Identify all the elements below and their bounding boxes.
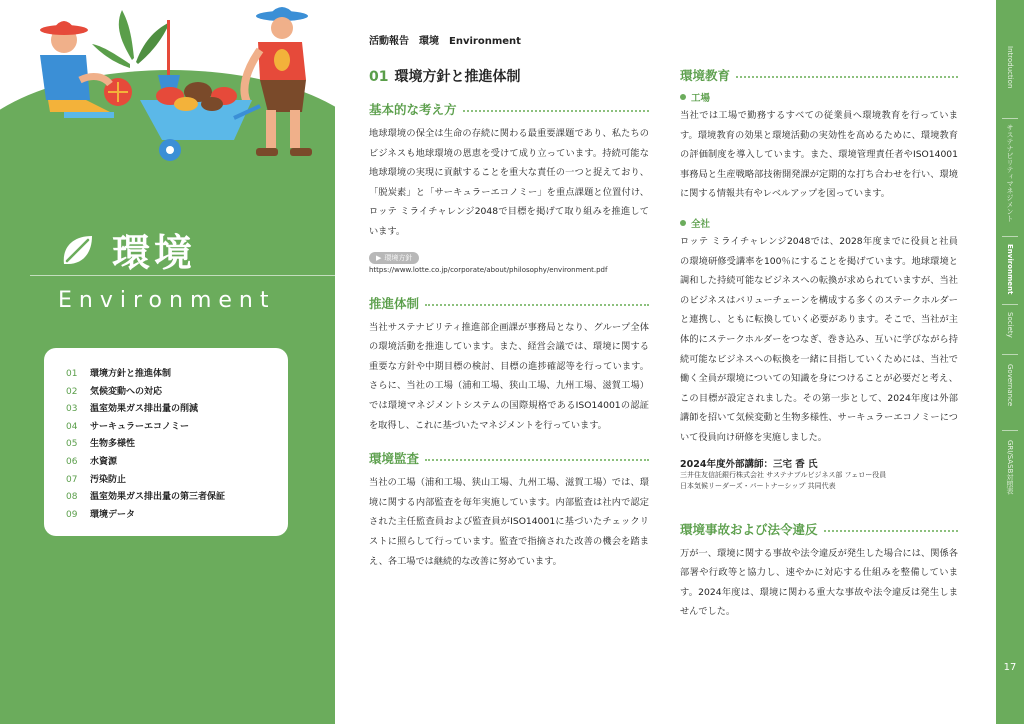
toc-item[interactable] <box>66 436 270 454</box>
system-heading <box>369 294 649 312</box>
dotted-rule <box>425 459 649 461</box>
leaf-icon <box>58 230 98 270</box>
table-of-contents <box>44 348 288 536</box>
side-tab-gri-sasb[interactable] <box>996 440 1024 494</box>
side-tab-label: Environment <box>1006 244 1014 295</box>
hero-title-en: Environment <box>58 288 276 313</box>
toc-item-number: 04 <box>66 421 78 432</box>
side-tab-introduction[interactable] <box>996 46 1024 88</box>
side-divider <box>1002 430 1018 431</box>
toc-item-label: 温室効果ガス排出量の第三者保証 <box>90 492 226 503</box>
basic-heading-text: 基本的な考え方 <box>369 102 457 117</box>
company-subheading <box>680 216 958 230</box>
factory-body: 当社では工場で勤務するすべての従業員へ環境教育を行っています。環境教育の効果と環境活動の実効性を高めるために、環境教育の評価制度を導入しています。また、環境管理責任者やISO14001事務局と生産戦略部技術開発課が定期的な打ち合わせを行い、環境に関する情報共有やレベルアップを図っています。 <box>680 110 958 200</box>
toc-item-label: サーキュラーエコノミー <box>90 421 190 432</box>
toc-item[interactable] <box>66 401 270 419</box>
system-heading-text: 推進体制 <box>369 295 420 311</box>
incident-heading-text: 環境事故および法令違反 <box>680 521 818 537</box>
side-tab-sustainability-management[interactable] <box>996 124 1024 222</box>
education-heading <box>680 66 958 84</box>
company-body: ロッテ ミライチャレンジ2048では、2028年度までに役員と社員の環境研修受講率を100％にすることを掲げています。地球環境と調和した持続可能なビジネスへの転換が求められていますが、当社のビジネスはバリューチェーンを構成する多くのステークホルダーと連携し、ともに転換していく必要があります。そこで、当社が主体的にステークホルダーをつなぎ、巻き込み、互いに学びながら持続可能なビジネスへの転換を一緒に目指していくためには、当社で働く全員が環境についての知識を身につけることが必要だと考え、この目標が設定されました。その第一歩として、2024年度は外部講師を招いて気候変動と生物多様性、サーキュラーエコノミーについて役員向け研修を実施しました。 <box>680 235 958 443</box>
bullet-dot-icon <box>680 94 686 100</box>
dotted-rule <box>736 76 958 78</box>
side-tab-label: Society <box>1006 312 1014 338</box>
toc-item-label: 環境データ <box>90 509 136 520</box>
section-tab-strip <box>996 0 1024 724</box>
section-number: 01 <box>369 69 389 85</box>
basic-heading <box>369 100 649 118</box>
side-tab-label: Governance <box>1006 364 1014 407</box>
toc-item-number: 08 <box>66 492 78 503</box>
side-divider <box>1002 118 1018 119</box>
toc-item-number: 05 <box>66 439 78 450</box>
toc-item-label: 生物多様性 <box>90 439 136 450</box>
incident-heading <box>680 520 958 538</box>
side-tab-label: GRI/SASB対照表 <box>1006 440 1014 495</box>
policy-url[interactable]: https://www.lotte.co.jp/corporate/about/philosophy/environment.pdf <box>369 265 608 274</box>
toc-item[interactable] <box>66 507 270 525</box>
gardening-illustration <box>20 0 320 170</box>
audit-heading <box>369 449 649 467</box>
toc-item[interactable] <box>66 366 270 384</box>
education-heading-text: 環境教育 <box>680 68 731 83</box>
company-subheading-text: 全社 <box>691 218 711 230</box>
lecturer-name: 2024年度外部講師：三宅 香 氏 <box>680 458 818 470</box>
toc-item[interactable] <box>66 384 270 402</box>
side-tab-society[interactable] <box>996 312 1024 338</box>
side-tab-environment[interactable] <box>996 244 1024 294</box>
hero-panel <box>0 0 335 724</box>
main-column-right <box>680 66 958 622</box>
audit-body: 当社の工場（浦和工場、狭山工場、九州工場、滋賀工場）では、環境に関する内部監査を毎年実施しています。内部監査は社内で認定された主任監査員および監査員がISO14001に基づいたチェックリストに照らして行っています。監査で指摘された改善の機会を踏まえ、各工場では継続的な改善に努めています。 <box>369 477 649 567</box>
side-tab-label: Introduction <box>1006 46 1014 89</box>
main-column-left <box>369 66 649 571</box>
toc-item-label: 汚染防止 <box>90 474 127 485</box>
toc-item-number: 01 <box>66 369 78 379</box>
policy-link-button[interactable] <box>369 252 419 264</box>
lecturer-affiliation: 三井住友信託銀行株式会社 サステナブルビジネス部 フェロー役員 <box>680 470 887 479</box>
section-title <box>369 66 649 86</box>
side-divider <box>1002 236 1018 237</box>
basic-body: 地球環境の保全は生命の存続に関わる最重要課題であり、私たちのビジネスも地球環境の恩恵を受けて成り立っています。持続可能な地球環境の実現に貢献することを重大な責任の一つと捉えており、「脱炭素」と「サーキュラーエコノミー」を重点課題と位置付け、ロッテ ミライチャレンジ2048で目標を掲げて取り組みを推進しています。 <box>369 128 649 237</box>
toc-item-label: 温室効果ガス排出量の削減 <box>90 404 199 415</box>
toc-item[interactable] <box>66 419 270 437</box>
factory-subheading <box>680 90 958 104</box>
side-divider <box>1002 354 1018 355</box>
side-tab-governance[interactable] <box>996 364 1024 406</box>
dotted-rule <box>824 530 958 532</box>
dotted-rule <box>463 110 649 112</box>
lecturer-role: 日本気候リーダーズ・パートナーシップ 共同代表 <box>680 481 836 490</box>
toc-item[interactable] <box>66 489 270 507</box>
toc-item-label: 気候変動への対応 <box>90 386 163 397</box>
toc-item[interactable] <box>66 472 270 490</box>
page-number: 17 <box>1003 662 1017 673</box>
audit-heading-text: 環境監査 <box>369 451 420 467</box>
side-divider <box>1002 304 1018 305</box>
incident-body: 万が一、環境に関する事故や法令違反が発生した場合には、関係各部署や行政等と協力し、速やかに対応する仕組みを整備しています。2024年度は、環境に関わる重大な事故や法令違反は発生しませんでした。 <box>680 547 958 618</box>
hero-divider <box>30 275 335 276</box>
hero-title-group <box>58 222 196 277</box>
toc-item-label: 環境方針と推進体制 <box>90 369 172 379</box>
side-tab-label: サステナビリティマネジメント <box>1006 124 1014 222</box>
toc-item-number: 02 <box>66 386 78 397</box>
play-icon: ▶ <box>376 253 382 262</box>
dotted-rule <box>425 304 649 306</box>
section-title-text: 環境方針と推進体制 <box>394 69 521 85</box>
system-body: 当社サステナビリティ推進部企画課が事務局となり、グループ全体の環境活動を推進しています。また、経営会議では、環境に関する重要な方針や中期目標の検討、目標の進捗確認等を行っています。さらに、当社の工場（浦和工場、狭山工場、九州工場、滋賀工場）では環境マネジメントシステムの国際規格であるISO14001の認証を取得し、これに基づいたマネジメントを行っています。 <box>369 321 649 431</box>
toc-item-number: 03 <box>66 404 78 415</box>
factory-subheading-text: 工場 <box>691 93 711 104</box>
policy-link-label: 環境方針 <box>384 253 413 262</box>
toc-item-number: 09 <box>66 509 78 520</box>
breadcrumb: 活動報告 環境 Environment <box>369 36 521 47</box>
toc-item-label: 水資源 <box>90 456 118 467</box>
toc-item[interactable] <box>66 454 270 472</box>
bullet-dot-icon <box>680 220 686 226</box>
toc-item-number: 07 <box>66 474 78 485</box>
toc-item-number: 06 <box>66 456 78 467</box>
hero-title-jp: 環境 <box>112 231 197 275</box>
